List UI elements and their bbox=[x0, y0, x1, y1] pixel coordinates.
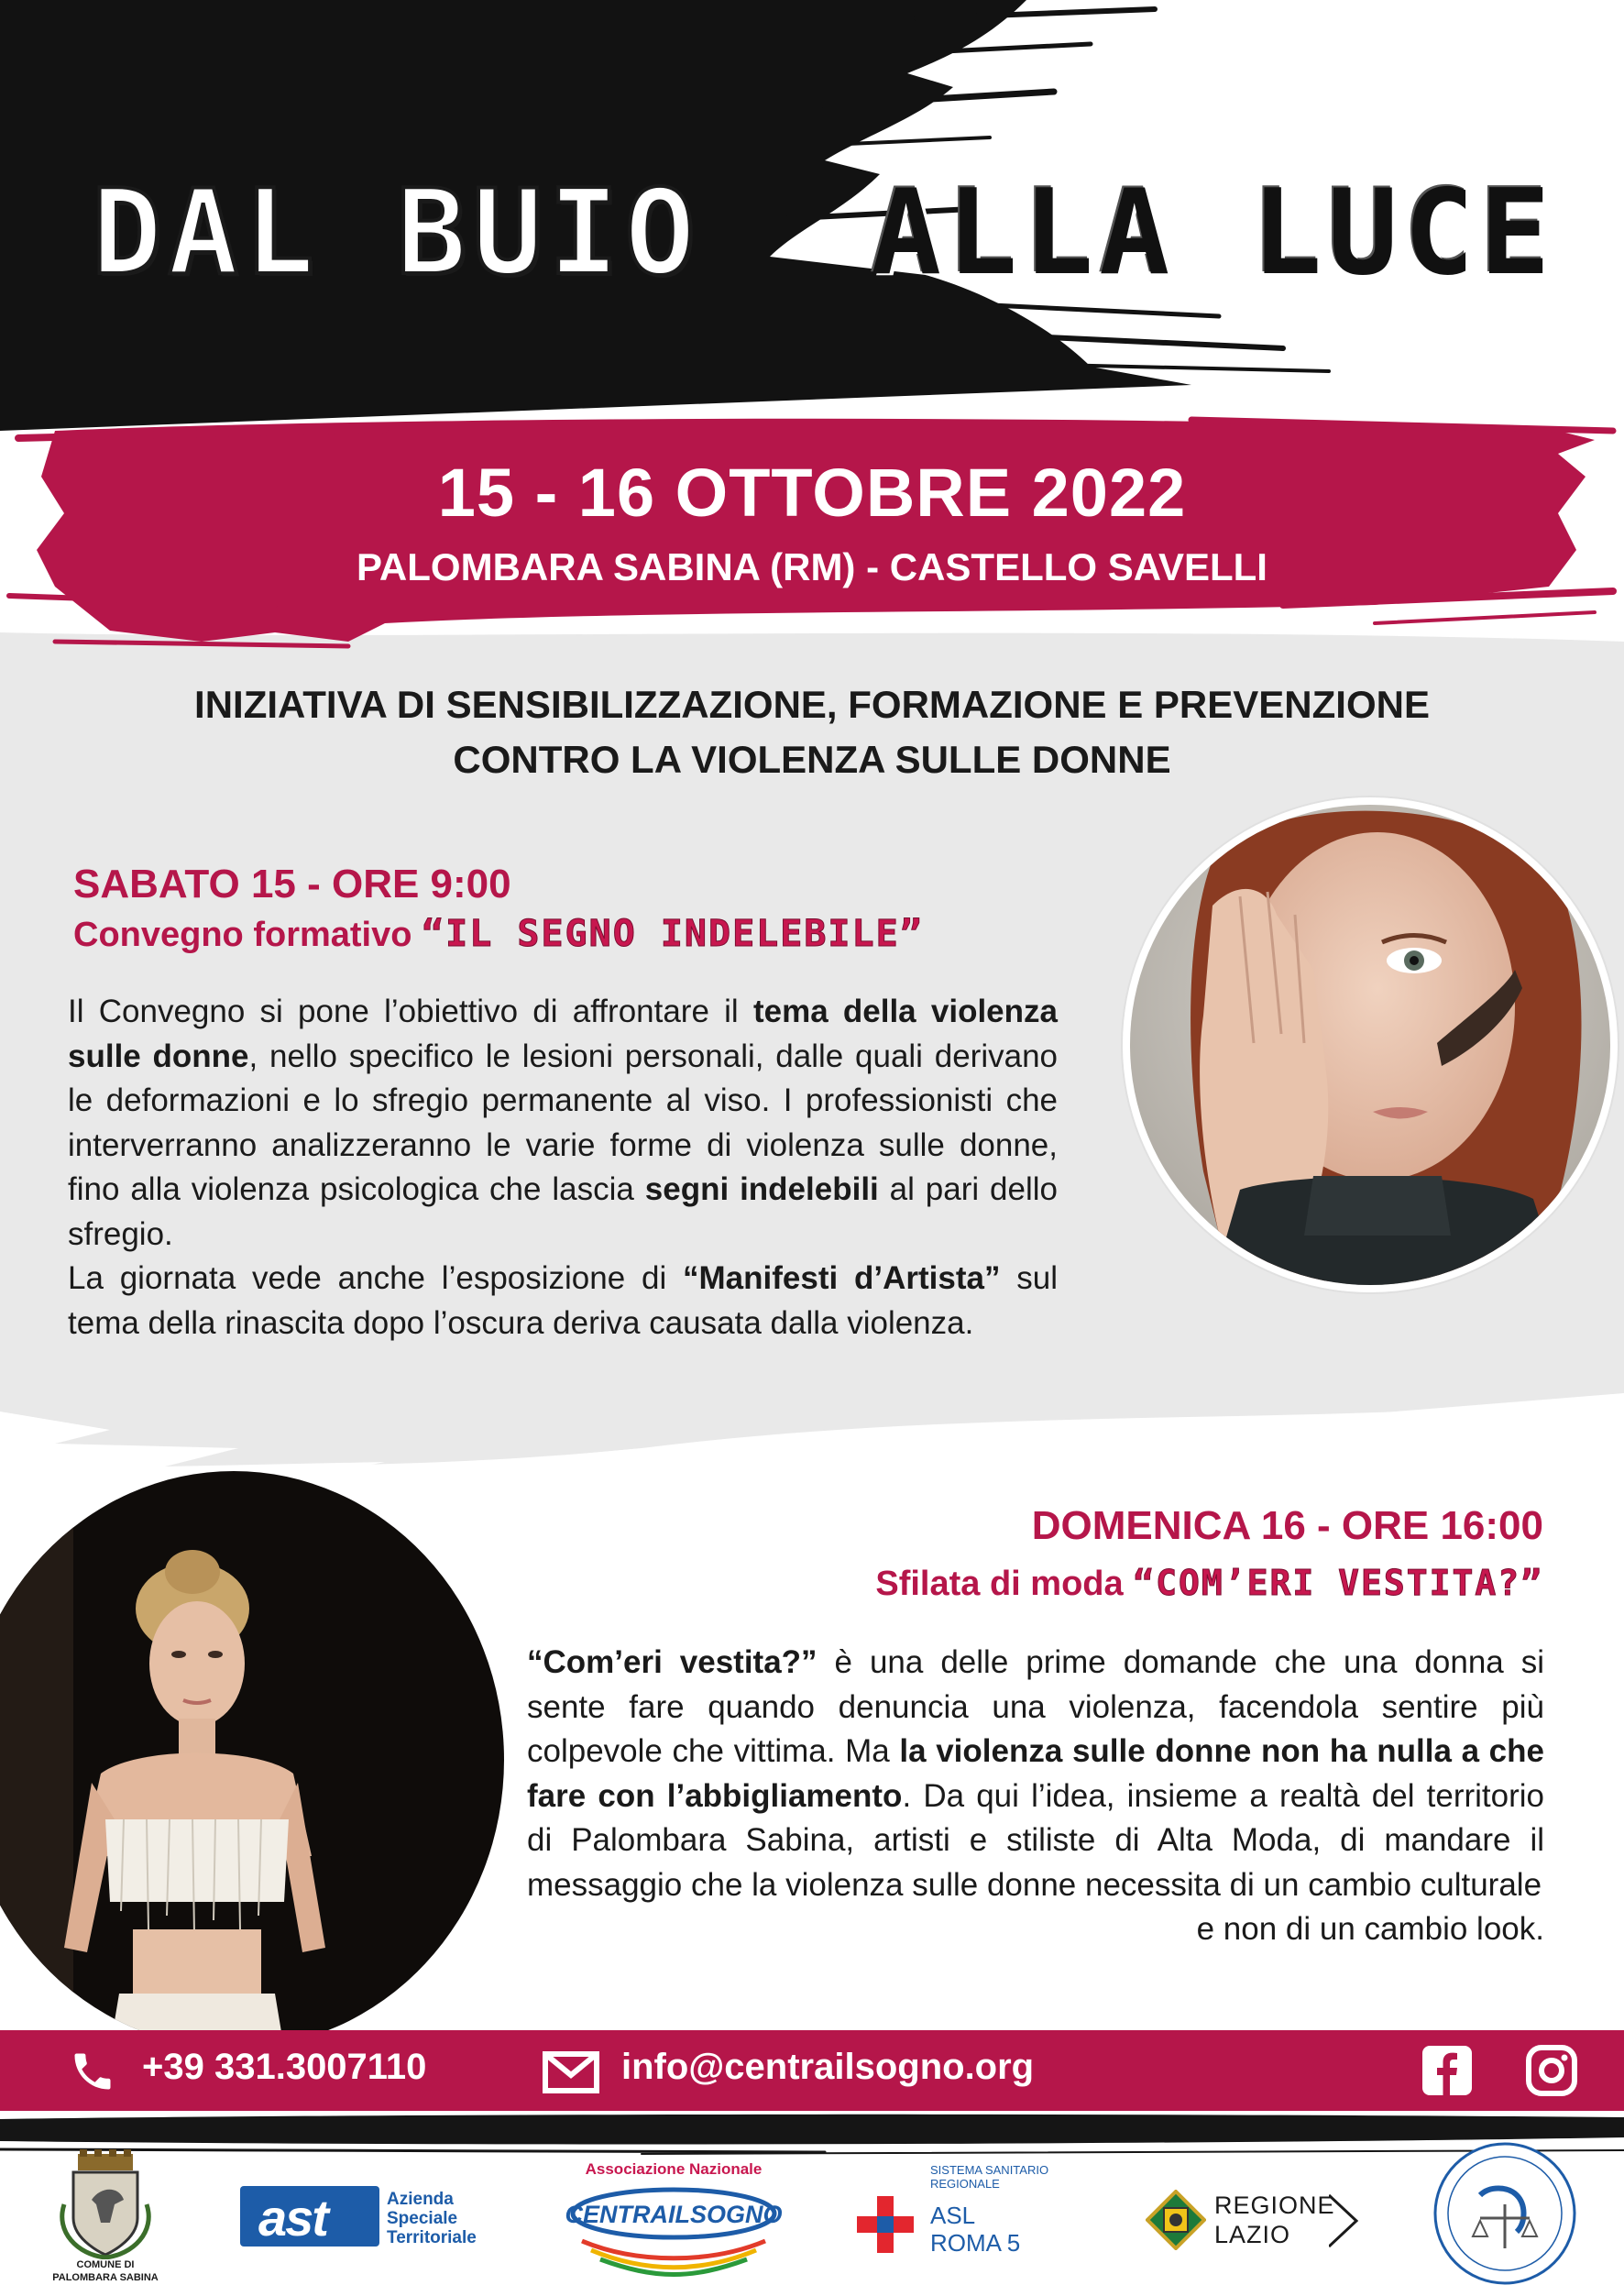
text-run: La giornata vede anche l’esposizione di bbox=[68, 1260, 684, 1296]
asl-line-2: ROMA 5 bbox=[930, 2229, 1021, 2257]
text-run-last-line: e non di un cambio look. bbox=[1196, 1911, 1544, 1947]
black-divider-stroke bbox=[0, 2115, 1624, 2145]
sunday-subtitle-prefix: Sfilata di moda bbox=[875, 1565, 1134, 1603]
lazio-emblem-icon bbox=[1146, 2190, 1206, 2250]
title-alla-luce: ALLA LUCE bbox=[871, 165, 1556, 302]
text-run-bold: segni indelebili bbox=[644, 1171, 879, 1207]
email-link[interactable]: info@centrailsogno.org bbox=[621, 2047, 1035, 2087]
ast-line-2: Speciale bbox=[387, 2209, 458, 2228]
headline-line-1: INIZIATIVA DI SENSIBILIZZAZIONE, FORMAZIONE E PREVENZIONE bbox=[194, 683, 1430, 726]
photo-woman-covering-eye bbox=[1123, 797, 1618, 1292]
cs-name: CENTRAILSOGNO bbox=[565, 2201, 783, 2228]
sunday-day-title: DOMENICA 16 - ORE 16:00 bbox=[1031, 1503, 1543, 1548]
text-run: è una delle prime domande che una donna si sente fare quando denuncia una violenza, facendola sentire più colpevole che vittima. Ma bbox=[527, 1644, 1544, 1769]
text-run: . Da qui l’idea, insieme a realtà del territorio di Palombara Sabina, artisti e stiliste di Alta Moda, di mandare il messaggio che la violenza sulle donne necessita di un cambio culturale bbox=[527, 1777, 1544, 1903]
instagram-icon[interactable] bbox=[1525, 2044, 1578, 2097]
comune-caption-2: PALOMBARA SABINA bbox=[52, 2272, 159, 2283]
event-location: PALOMBARA SABINA (RM) - CASTELLO SAVELLI bbox=[357, 545, 1267, 588]
text-run: Il Convegno si pone l’obiettivo di affrontare il bbox=[68, 994, 753, 1029]
event-dates: 15 - 16 OTTOBRE 2022 bbox=[437, 455, 1187, 531]
mail-icon bbox=[543, 2051, 599, 2093]
saturday-event-name: “IL SEGNO INDELEBILE” bbox=[422, 913, 924, 955]
logo-regione-lazio bbox=[1146, 2186, 1375, 2259]
ast-line-3: Territoriale bbox=[387, 2228, 477, 2247]
text-run-bold: la violenza sulle donne non ha nulla a che fare con l’abbigliamento bbox=[527, 1733, 1544, 1814]
logo-centrailsogno bbox=[564, 2159, 784, 2287]
saturday-day-title: SABATO 15 - ORE 9:00 bbox=[73, 862, 511, 906]
facebook-icon[interactable] bbox=[1421, 2044, 1474, 2097]
saturday-subtitle bbox=[73, 913, 924, 955]
ast-mark: ast bbox=[258, 2189, 327, 2247]
red-cross-icon bbox=[857, 2196, 914, 2253]
logo-comune-palombara bbox=[50, 2149, 160, 2287]
headline-line-2: CONTRO LA VIOLENZA SULLE DONNE bbox=[453, 738, 1171, 781]
asl-system-label: SISTEMA SANITARIO REGIONALE bbox=[930, 2163, 1049, 2191]
logo-ordine-avvocati-tivoli bbox=[1425, 2140, 1586, 2287]
asl-line-1: ASL bbox=[930, 2202, 976, 2229]
coat-of-arms-icon bbox=[50, 2149, 160, 2259]
sunday-description bbox=[527, 1641, 1544, 1952]
lazio-line-2: LAZIO bbox=[1214, 2221, 1291, 2248]
text-run: al pari dello sfregio. bbox=[68, 1171, 1058, 1252]
saturday-subtitle-prefix: Convegno formativo bbox=[73, 916, 422, 954]
lazio-arrow-icon bbox=[1329, 2193, 1366, 2248]
logo-ast bbox=[240, 2186, 506, 2250]
text-run: , nello specifico le lesioni personali, dalle quali derivano le deformazioni e lo sfregio permanente al viso. I professionisti che interverranno analizzeranno le varie forme di violenza sulle donne, fino alla violenza psicologica che lascia bbox=[68, 1038, 1059, 1207]
sunday-subtitle bbox=[875, 1563, 1543, 1604]
phone-icon bbox=[69, 2048, 116, 2095]
lazio-line-1: REGIONE bbox=[1214, 2192, 1335, 2219]
saturday-description bbox=[68, 990, 1058, 1346]
phone-link[interactable]: +39 331.3007110 bbox=[142, 2047, 427, 2087]
text-run-bold: “Com’eri vestita?” bbox=[527, 1644, 817, 1680]
title-dal-buio: DAL BUIO bbox=[92, 165, 701, 302]
text-run: sul tema della rinascita dopo l’oscura deriva causata dalla violenza. bbox=[68, 1260, 1058, 1341]
ast-line-1: Azienda bbox=[387, 2190, 454, 2209]
text-run-bold: tema della violenza sulle donne bbox=[68, 994, 1058, 1074]
comune-caption-1: COMUNE DI bbox=[76, 2259, 135, 2270]
text-run-bold: “Manifesti d’Artista” bbox=[683, 1260, 1001, 1296]
sunday-event-name: “COM’ERI VESTITA?” bbox=[1133, 1563, 1543, 1603]
cs-association: Associazione Nazionale bbox=[585, 2160, 763, 2178]
logo-asl-roma5 bbox=[857, 2163, 1114, 2273]
